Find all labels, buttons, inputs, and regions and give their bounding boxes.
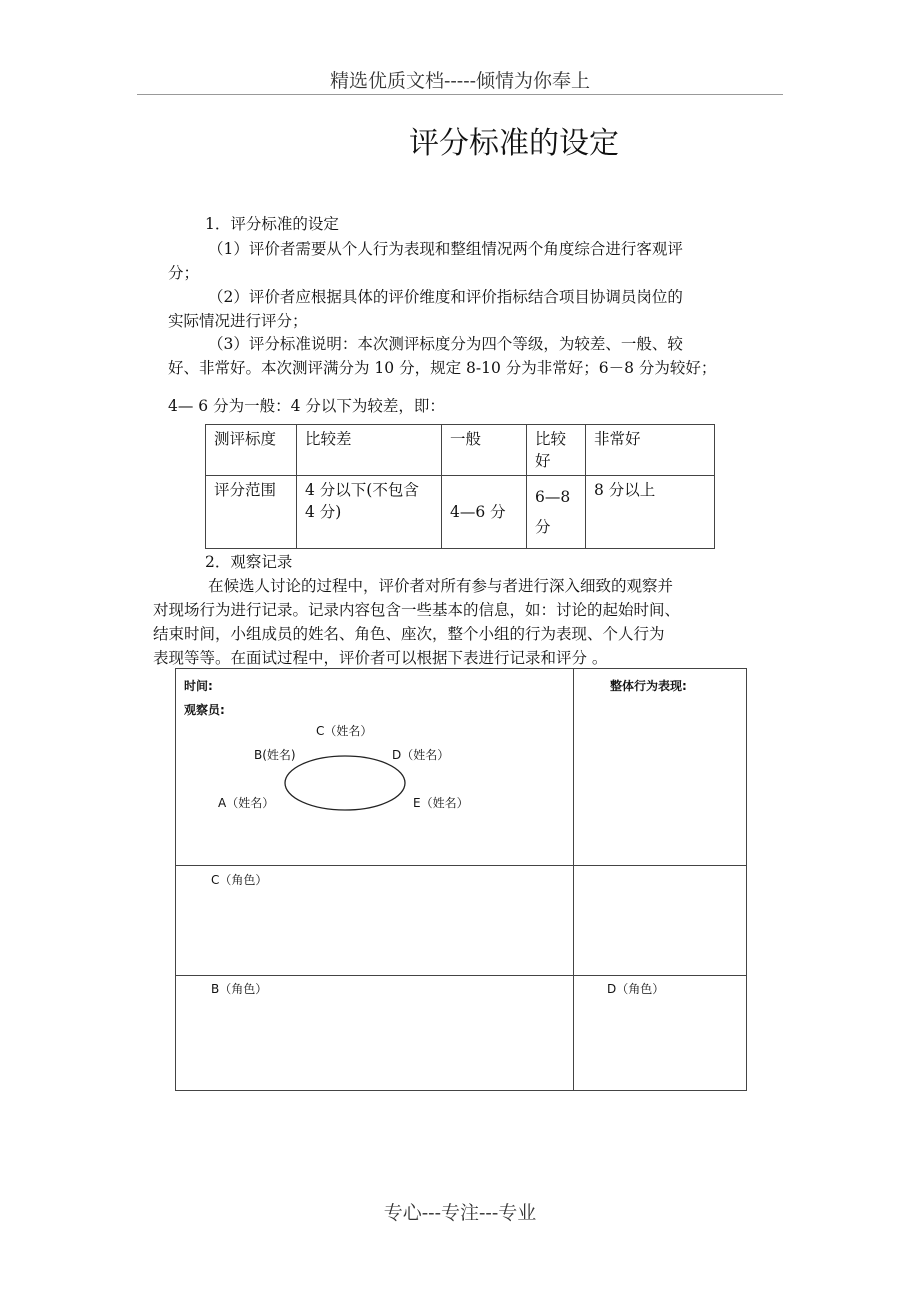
item2-line1: （2）评价者应根据具体的评价维度和评价指标结合项目协调员岗位的 — [208, 288, 683, 306]
range-cell-excellent: 8 分以上 — [586, 476, 715, 549]
range-cell-poor: 4 分以下(不包含 4 分) — [297, 476, 442, 549]
section1-heading: 1．评分标准的设定 — [205, 215, 339, 233]
score-cell-label: 测评标度 — [206, 425, 297, 476]
score-table — [205, 424, 715, 549]
role-d-label: D（角色） — [607, 982, 665, 996]
range-cell-label: 评分范围 — [206, 476, 297, 549]
seat-a-name: A（姓名） — [218, 796, 275, 810]
item3-line3: 4— 6 分为一般：4 分以下为较差，即： — [168, 397, 445, 415]
discussion-table-ellipse — [283, 753, 413, 815]
score-cell-good: 比较好 — [527, 425, 586, 476]
time-label: 时间: — [184, 679, 213, 693]
seat-e-name: E（姓名） — [413, 796, 469, 810]
item1-line1: （1）评价者需要从个人行为表现和整组情况两个角度综合进行客观评 — [208, 240, 683, 258]
score-cell-average: 一般 — [442, 425, 527, 476]
item2-line2: 实际情况进行评分； — [168, 312, 308, 330]
observation-form — [175, 668, 747, 1091]
score-cell-excellent: 非常好 — [586, 425, 715, 476]
section2-line4: 表现等等。在面试过程中，评价者可以根据下表进行记录和评分 。 — [153, 649, 608, 667]
form-divider-row1 — [176, 865, 746, 866]
role-c-label: C（角色） — [211, 873, 268, 887]
item3-line2: 好、非常好。本次测评满分为 10 分，规定 8-10 分为非常好；6－8 分为较好； — [168, 359, 717, 377]
page-header: 精选优质文档-----倾情为你奉上 — [329, 70, 591, 92]
item3-line1: （3）评分标准说明：本次测评标度分为四个等级，为较差、一般、较 — [208, 335, 683, 353]
document-title: 评分标准的设定 — [409, 126, 619, 161]
section2-line1: 在候选人讨论的过程中，评价者对所有参与者进行深入细致的观察并 — [208, 577, 674, 595]
score-table-header-row — [206, 425, 715, 476]
section2-line3: 结束时间，小组成员的姓名、角色、座次，整个小组的行为表现、个人行为 — [153, 625, 665, 643]
score-table-range-row — [206, 476, 715, 549]
header-rule — [137, 94, 783, 95]
overall-behavior-label: 整体行为表现: — [610, 679, 687, 693]
range-cell-average: 4—6 分 — [442, 476, 527, 549]
page-footer: 专心---专注---专业 — [383, 1202, 537, 1224]
seat-b-name: B(姓名) — [254, 748, 296, 762]
section2-line2: 对现场行为进行记录。记录内容包含一些基本的信息，如：讨论的起始时间、 — [153, 601, 681, 619]
section2-heading: 2．观察记录 — [205, 553, 293, 571]
score-cell-poor: 比较差 — [297, 425, 442, 476]
role-b-label: B（角色） — [211, 982, 268, 996]
form-divider-row2 — [176, 975, 746, 976]
seat-d-name: D（姓名） — [392, 748, 450, 762]
seat-c-name: C（姓名） — [316, 724, 373, 738]
item1-line2: 分； — [168, 264, 200, 282]
range-cell-good: 6—8 分 — [527, 476, 586, 549]
observer-label: 观察员: — [184, 703, 225, 717]
form-divider-vertical — [573, 669, 574, 1090]
